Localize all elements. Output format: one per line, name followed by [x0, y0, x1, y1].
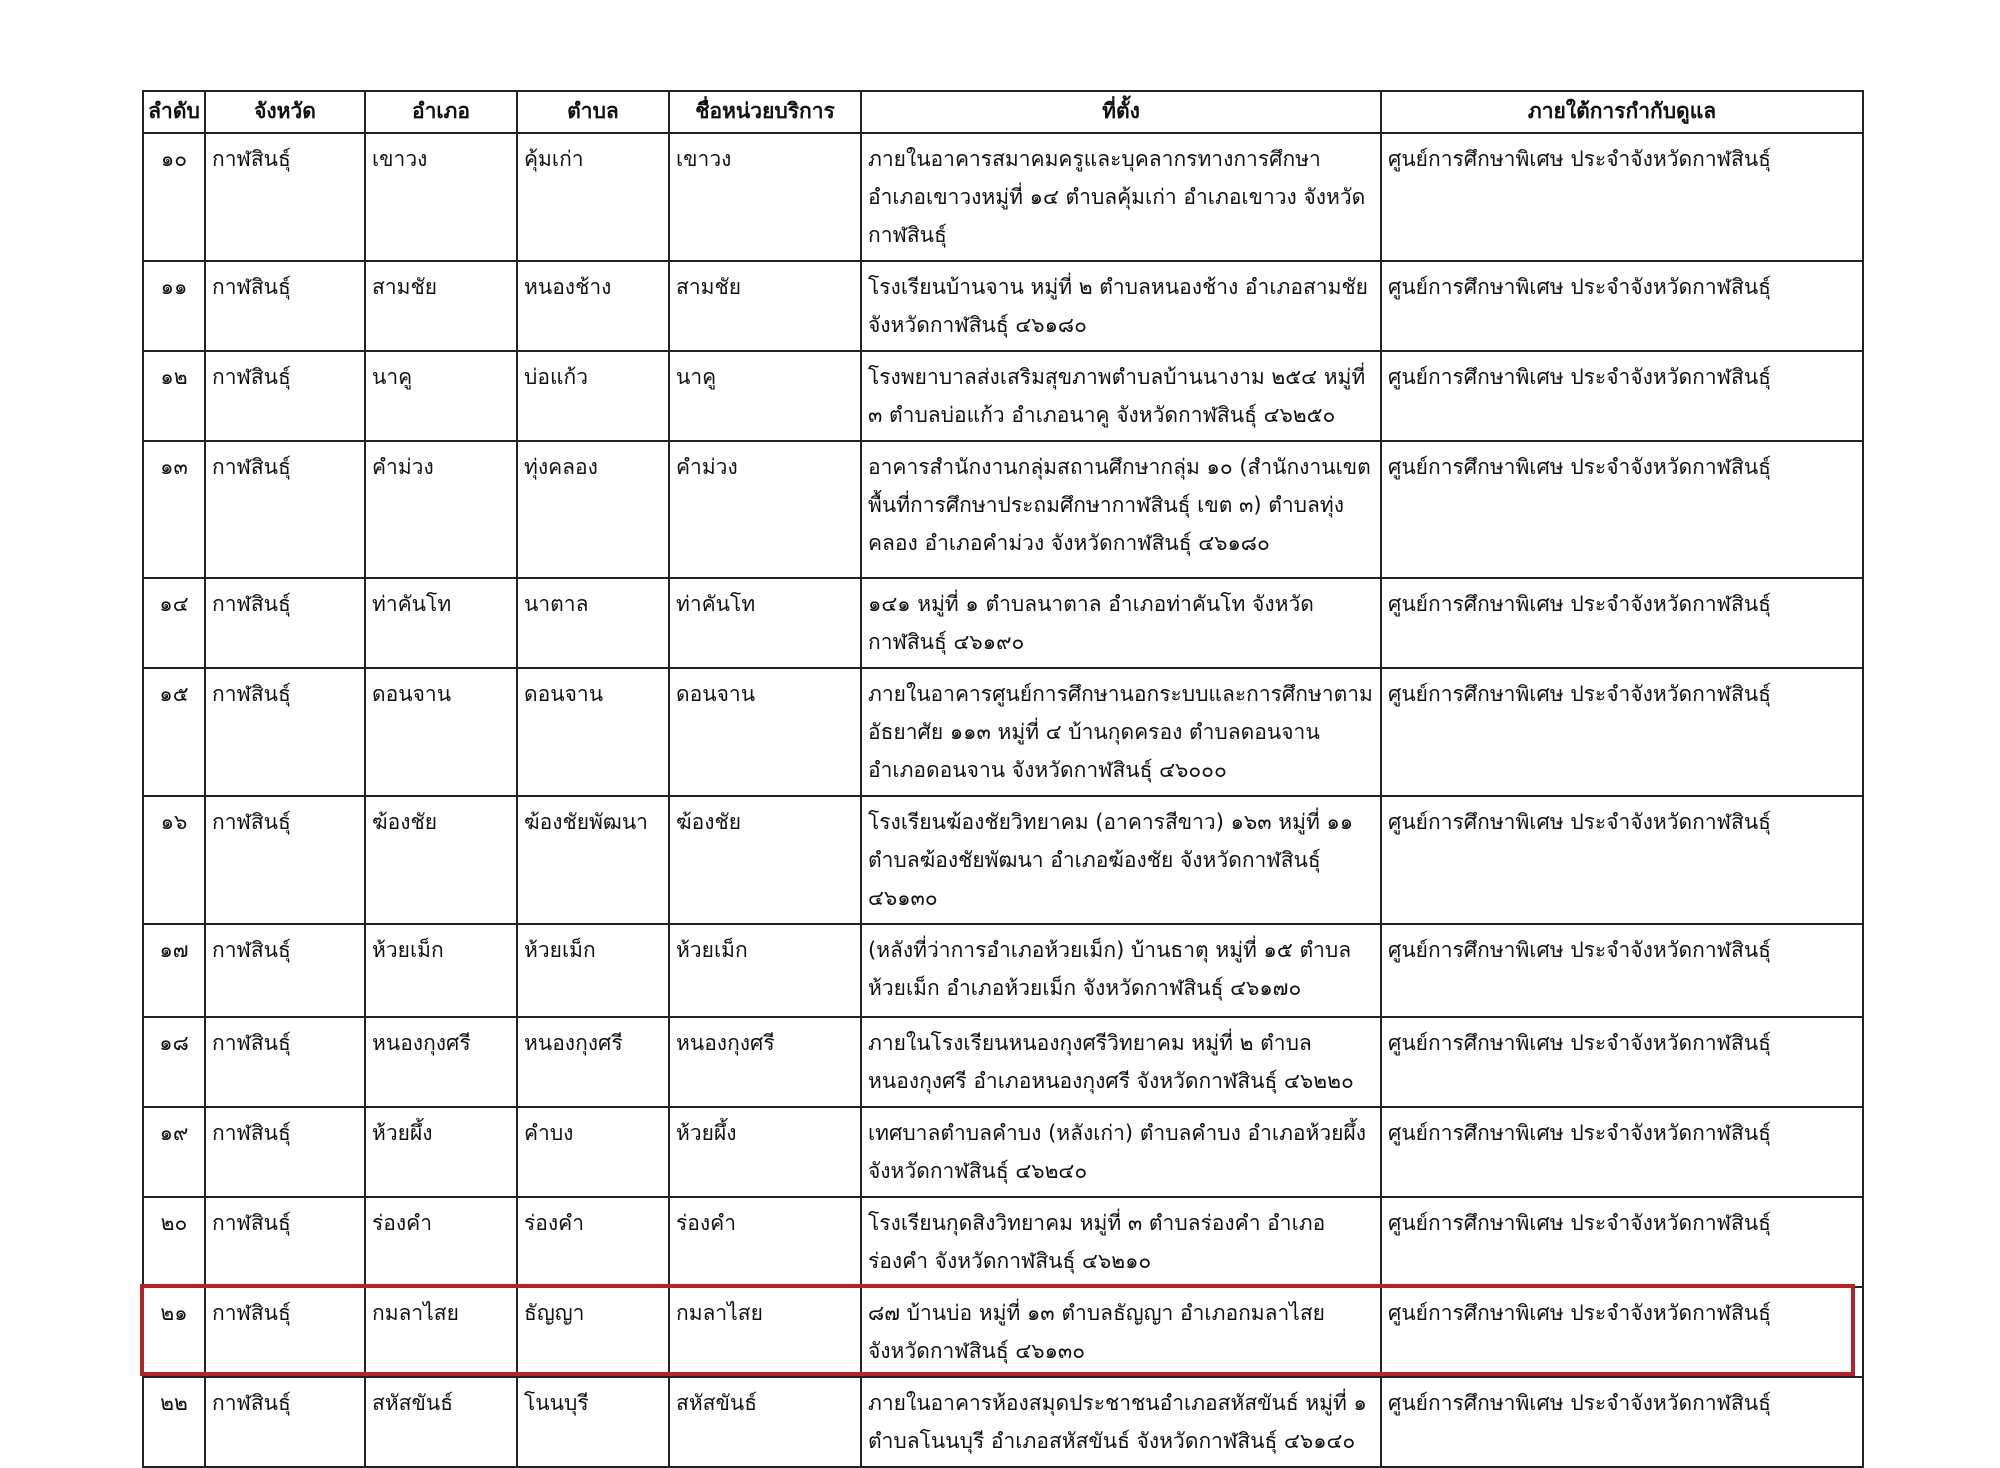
row-supervisor: ศูนย์การศึกษาพิเศษ ประจำจังหวัดกาฬสินธุ์ — [1381, 1197, 1863, 1287]
row-province: กาฬสินธุ์ — [205, 351, 365, 441]
row-district: ห้วยผึ้ง — [365, 1107, 517, 1197]
row-location: โรงพยาบาลส่งเสริมสุขภาพตำบลบ้านนางาม ๒๕๔ หมู่ที่ ๓ ตำบลบ่อแก้ว อำเภอนาคู จังหวัดกาฬสินธุ์ ๔๖๒๕๐ — [861, 351, 1381, 441]
row-supervisor: ศูนย์การศึกษาพิเศษ ประจำจังหวัดกาฬสินธุ์ — [1381, 1017, 1863, 1107]
row-district: นาคู — [365, 351, 517, 441]
row-subdistrict: ธัญญา — [517, 1287, 669, 1377]
row-subdistrict: นาตาล — [517, 578, 669, 668]
table-row — [143, 1017, 1863, 1107]
row-unit-name: ห้วยผึ้ง — [669, 1107, 861, 1197]
row-subdistrict: โนนบุรี — [517, 1377, 669, 1467]
table-row — [143, 796, 1863, 924]
table-row — [143, 1287, 1863, 1377]
row-supervisor: ศูนย์การศึกษาพิเศษ ประจำจังหวัดกาฬสินธุ์ — [1381, 351, 1863, 441]
header-subdistrict: ตำบล — [517, 91, 669, 133]
row-supervisor: ศูนย์การศึกษาพิเศษ ประจำจังหวัดกาฬสินธุ์ — [1381, 668, 1863, 796]
row-supervisor: ศูนย์การศึกษาพิเศษ ประจำจังหวัดกาฬสินธุ์ — [1381, 578, 1863, 668]
row-location: โรงเรียนฆ้องชัยวิทยาคม (อาคารสีขาว) ๑๖๓ หมู่ที่ ๑๑ ตำบลฆ้องชัยพัฒนา อำเภอฆ้องชัย จังหวัดกาฬสินธุ์ ๔๖๑๓๐ — [861, 796, 1381, 924]
table-row — [143, 924, 1863, 1017]
row-district: คำม่วง — [365, 441, 517, 578]
row-supervisor: ศูนย์การศึกษาพิเศษ ประจำจังหวัดกาฬสินธุ์ — [1381, 796, 1863, 924]
row-location: ภายในอาคารสมาคมครูและบุคลากรทางการศึกษาอำเภอเขาวงหมู่ที่ ๑๔ ตำบลคุ้มเก่า อำเภอเขาวง จังหวัดกาฬสินธุ์ — [861, 133, 1381, 261]
header-district: อำเภอ — [365, 91, 517, 133]
row-province: กาฬสินธุ์ — [205, 1287, 365, 1377]
row-order: ๑๖ — [143, 796, 205, 924]
row-province: กาฬสินธุ์ — [205, 1197, 365, 1287]
row-unit-name: กมลาไสย — [669, 1287, 861, 1377]
table-row — [143, 261, 1863, 351]
table-row — [143, 1107, 1863, 1197]
row-unit-name: คำม่วง — [669, 441, 861, 578]
table-row — [143, 578, 1863, 668]
row-order: ๑๙ — [143, 1107, 205, 1197]
row-location: ๘๗ บ้านบ่อ หมู่ที่ ๑๓ ตำบลธัญญา อำเภอกมลาไสย จังหวัดกาฬสินธุ์ ๔๖๑๓๐ — [861, 1287, 1381, 1377]
row-subdistrict: บ่อแก้ว — [517, 351, 669, 441]
row-province: กาฬสินธุ์ — [205, 1377, 365, 1467]
row-subdistrict: ดอนจาน — [517, 668, 669, 796]
row-order: ๑๓ — [143, 441, 205, 578]
header-unit-name: ชื่อหน่วยบริการ — [669, 91, 861, 133]
row-province: กาฬสินธุ์ — [205, 796, 365, 924]
row-supervisor: ศูนย์การศึกษาพิเศษ ประจำจังหวัดกาฬสินธุ์ — [1381, 1107, 1863, 1197]
table-row — [143, 133, 1863, 261]
row-location: โรงเรียนบ้านจาน หมู่ที่ ๒ ตำบลหนองช้าง อำเภอสามชัย จังหวัดกาฬสินธุ์ ๔๖๑๘๐ — [861, 261, 1381, 351]
row-province: กาฬสินธุ์ — [205, 924, 365, 1017]
row-unit-name: สามชัย — [669, 261, 861, 351]
row-supervisor: ศูนย์การศึกษาพิเศษ ประจำจังหวัดกาฬสินธุ์ — [1381, 1377, 1863, 1467]
table-row — [143, 441, 1863, 578]
row-location: ภายในโรงเรียนหนองกุงศรีวิทยาคม หมู่ที่ ๒ ตำบลหนองกุงศรี อำเภอหนองกุงศรี จังหวัดกาฬสินธุ์ ๔๖๒๒๐ — [861, 1017, 1381, 1107]
service-units-table — [142, 90, 1864, 1468]
row-supervisor: ศูนย์การศึกษาพิเศษ ประจำจังหวัดกาฬสินธุ์ — [1381, 924, 1863, 1017]
row-subdistrict: คุ้มเก่า — [517, 133, 669, 261]
row-subdistrict: ร่องคำ — [517, 1197, 669, 1287]
row-district: ท่าคันโท — [365, 578, 517, 668]
header-location: ที่ตั้ง — [861, 91, 1381, 133]
row-subdistrict: ฆ้องชัยพัฒนา — [517, 796, 669, 924]
header-order: ลำดับ — [143, 91, 205, 133]
row-location: อาคารสำนักงานกลุ่มสถานศึกษากลุ่ม ๑๐ (สำนักงานเขตพื้นที่การศึกษาประถมศึกษากาฬสินธุ์ เขต ๓) ตำบลทุ่งคลอง อำเภอคำม่วง จังหวัดกาฬสินธุ์ ๔๖๑๘๐ — [861, 441, 1381, 578]
row-unit-name: ฆ้องชัย — [669, 796, 861, 924]
row-province: กาฬสินธุ์ — [205, 1017, 365, 1107]
table-row — [143, 351, 1863, 441]
row-district: ห้วยเม็ก — [365, 924, 517, 1017]
row-unit-name: หนองกุงศรี — [669, 1017, 861, 1107]
row-supervisor: ศูนย์การศึกษาพิเศษ ประจำจังหวัดกาฬสินธุ์ — [1381, 441, 1863, 578]
row-location: ภายในอาคารห้องสมุดประชาชนอำเภอสหัสขันธ์ หมู่ที่ ๑ ตำบลโนนบุรี อำเภอสหัสขันธ์ จังหวัดกาฬสินธุ์ ๔๖๑๔๐ — [861, 1377, 1381, 1467]
row-district: หนองกุงศรี — [365, 1017, 517, 1107]
table-row — [143, 1197, 1863, 1287]
row-order: ๑๗ — [143, 924, 205, 1017]
row-order: ๒๑ — [143, 1287, 205, 1377]
row-district: ร่องคำ — [365, 1197, 517, 1287]
table-row-highlighted — [143, 1377, 1863, 1467]
row-order: ๑๑ — [143, 261, 205, 351]
row-province: กาฬสินธุ์ — [205, 133, 365, 261]
row-subdistrict: คำบง — [517, 1107, 669, 1197]
header-supervisor: ภายใต้การกำกับดูแล — [1381, 91, 1863, 133]
row-order: ๑๔ — [143, 578, 205, 668]
row-supervisor: ศูนย์การศึกษาพิเศษ ประจำจังหวัดกาฬสินธุ์ — [1381, 261, 1863, 351]
row-province: กาฬสินธุ์ — [205, 668, 365, 796]
row-location: ภายในอาคารศูนย์การศึกษานอกระบบและการศึกษาตามอัธยาศัย ๑๑๓ หมู่ที่ ๔ บ้านกุดครอง ตำบลดอนจาน อำเภอดอนจาน จังหวัดกาฬสินธุ์ ๔๖๐๐๐ — [861, 668, 1381, 796]
table-header-row — [143, 91, 1863, 133]
row-location: (หลังที่ว่าการอำเภอห้วยเม็ก) บ้านธาตุ หมู่ที่ ๑๕ ตำบลห้วยเม็ก อำเภอห้วยเม็ก จังหวัดกาฬสินธุ์ ๔๖๑๗๐ — [861, 924, 1381, 1017]
row-district: เขาวง — [365, 133, 517, 261]
row-district: สามชัย — [365, 261, 517, 351]
row-order: ๑๒ — [143, 351, 205, 441]
row-supervisor: ศูนย์การศึกษาพิเศษ ประจำจังหวัดกาฬสินธุ์ — [1381, 1287, 1863, 1377]
row-unit-name: สหัสขันธ์ — [669, 1377, 861, 1467]
row-subdistrict: หนองช้าง — [517, 261, 669, 351]
row-order: ๑๕ — [143, 668, 205, 796]
row-district: ฆ้องชัย — [365, 796, 517, 924]
row-subdistrict: ห้วยเม็ก — [517, 924, 669, 1017]
row-province: กาฬสินธุ์ — [205, 441, 365, 578]
row-order: ๑๘ — [143, 1017, 205, 1107]
row-province: กาฬสินธุ์ — [205, 261, 365, 351]
row-district: ดอนจาน — [365, 668, 517, 796]
row-unit-name: เขาวง — [669, 133, 861, 261]
row-subdistrict: หนองกุงศรี — [517, 1017, 669, 1107]
row-order: ๒๒ — [143, 1377, 205, 1467]
row-district: กมลาไสย — [365, 1287, 517, 1377]
row-unit-name: ร่องคำ — [669, 1197, 861, 1287]
row-supervisor: ศูนย์การศึกษาพิเศษ ประจำจังหวัดกาฬสินธุ์ — [1381, 133, 1863, 261]
row-location: เทศบาลตำบลคำบง (หลังเก่า) ตำบลคำบง อำเภอห้วยผึ้ง จังหวัดกาฬสินธุ์ ๔๖๒๔๐ — [861, 1107, 1381, 1197]
row-unit-name: ห้วยเม็ก — [669, 924, 861, 1017]
row-location: ๑๔๑ หมู่ที่ ๑ ตำบลนาตาล อำเภอท่าคันโท จังหวัดกาฬสินธุ์ ๔๖๑๙๐ — [861, 578, 1381, 668]
header-province: จังหวัด — [205, 91, 365, 133]
row-district: สหัสขันธ์ — [365, 1377, 517, 1467]
row-order: ๑๐ — [143, 133, 205, 261]
row-province: กาฬสินธุ์ — [205, 1107, 365, 1197]
row-subdistrict: ทุ่งคลอง — [517, 441, 669, 578]
row-unit-name: ท่าคันโท — [669, 578, 861, 668]
table-row — [143, 668, 1863, 796]
row-unit-name: นาคู — [669, 351, 861, 441]
row-province: กาฬสินธุ์ — [205, 578, 365, 668]
row-order: ๒๐ — [143, 1197, 205, 1287]
row-location: โรงเรียนกุดสิงวิทยาคม หมู่ที่ ๓ ตำบลร่องคำ อำเภอร่องคำ จังหวัดกาฬสินธุ์ ๔๖๒๑๐ — [861, 1197, 1381, 1287]
row-unit-name: ดอนจาน — [669, 668, 861, 796]
